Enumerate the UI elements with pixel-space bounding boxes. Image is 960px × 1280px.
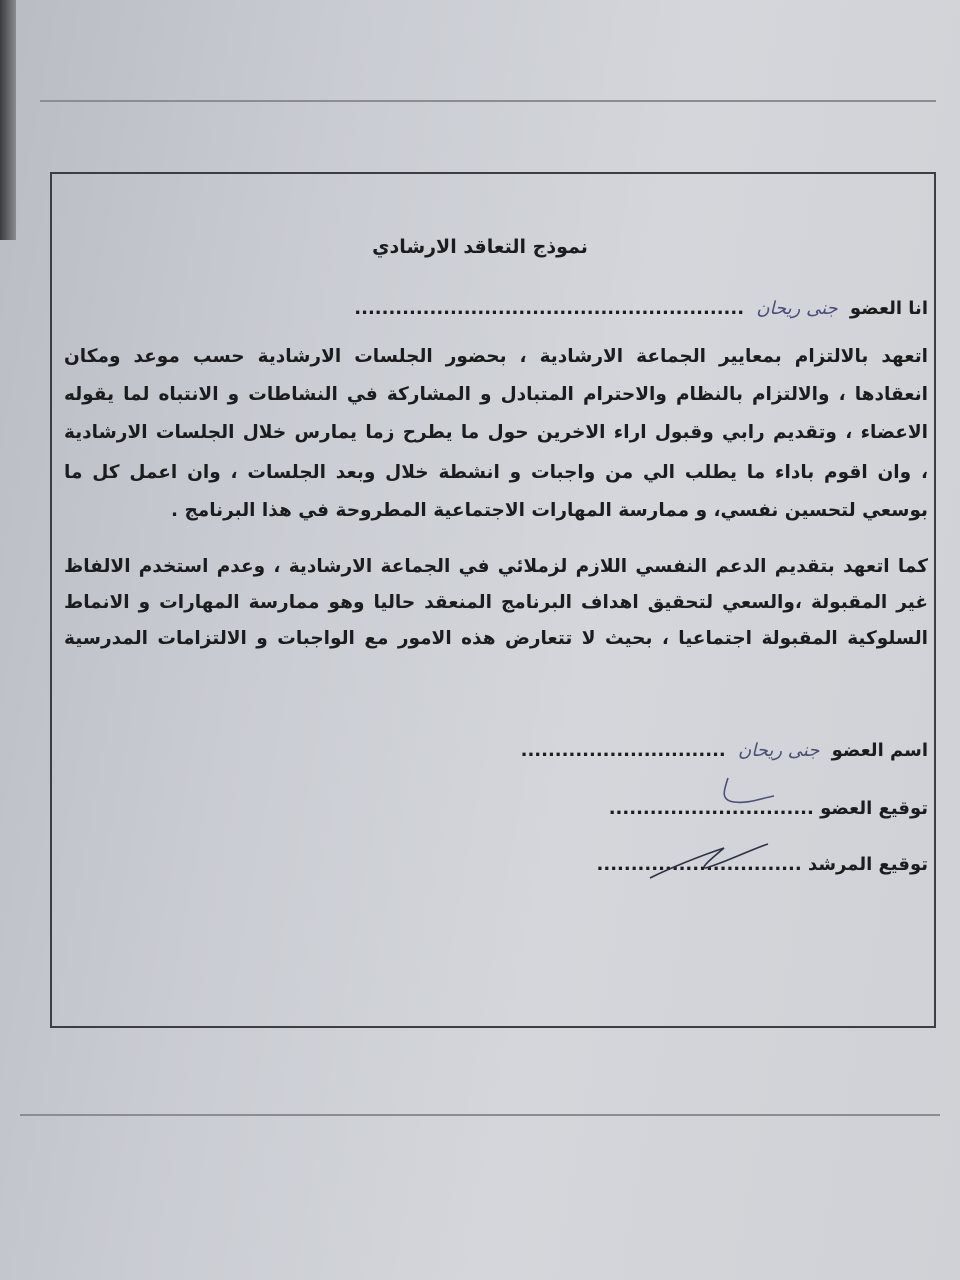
counselor-signature-icon: [640, 838, 780, 888]
counselor-signature-label: توقيع المرشد: [807, 854, 928, 875]
background-edge: [0, 0, 16, 240]
paragraph1-line: بوسعي لتحسين نفسي، و ممارسة المهارات الاجتماعية المطروحة في هذا البرنامج .: [170, 500, 928, 521]
member-name-label: اسم العضو: [831, 740, 928, 761]
member-signature-dots: ..............................: [608, 798, 814, 819]
member-intro: [354, 298, 928, 319]
member-signature-icon: [700, 772, 780, 812]
paragraph1-line: ، وان اقوم باداء ما يطلب الي من واجبات و انشطة خلال وبعد الجلسات ، وان اعمل كل ما: [64, 462, 928, 483]
paragraph2-line: كما اتعهد بتقديم الدعم النفسي اللازم لزملائي في الجماعة الارشادية ، وعدم استخدم الالفاظ: [64, 556, 928, 577]
divider-top: [40, 100, 936, 102]
paragraph2-line: السلوكية المقبولة اجتماعيا ، بحيث لا تتعارض هذه الامور مع الواجبات و الالتزامات المدرسية: [64, 628, 928, 649]
paragraph1-line: الاعضاء ، وتقديم رابي وقبول اراء الاخرين حول ما يطرح زما يمارس خلال الجلسات الارشادية: [64, 422, 928, 443]
handwritten-member-name: جنى ريحان: [738, 740, 820, 761]
paragraph1-line: اتعهد بالالتزام بمعايير الجماعة الارشادية ، بحضور الجلسات الارشادية حسب موعد ومكان: [64, 346, 928, 367]
divider-bottom: [20, 1114, 940, 1116]
member-name-dots: ..............................: [520, 740, 726, 761]
member-name-field: [521, 740, 928, 761]
member-intro-label: انا العضو: [849, 298, 928, 319]
handwritten-name: جنى ريحان: [756, 298, 838, 319]
member-signature-label: توقيع العضو: [820, 798, 928, 819]
counselor-signature-dots: ..............................: [596, 854, 802, 875]
document-title: نموذج التعاقد الارشادي: [372, 236, 588, 258]
paragraph2-line: غير المقبولة ،والسعي لتحقيق اهداف البرنامج المنعقد حاليا وهو ممارسة المهارات و الانماط: [64, 592, 928, 613]
paragraph1-line: انعقادها ، والالتزام بالنظام والاحترام المتبادل و المشاركة في النشاطات و الانتباه لما يقوله: [64, 384, 928, 405]
member-intro-dots: .........................................................: [354, 298, 745, 319]
